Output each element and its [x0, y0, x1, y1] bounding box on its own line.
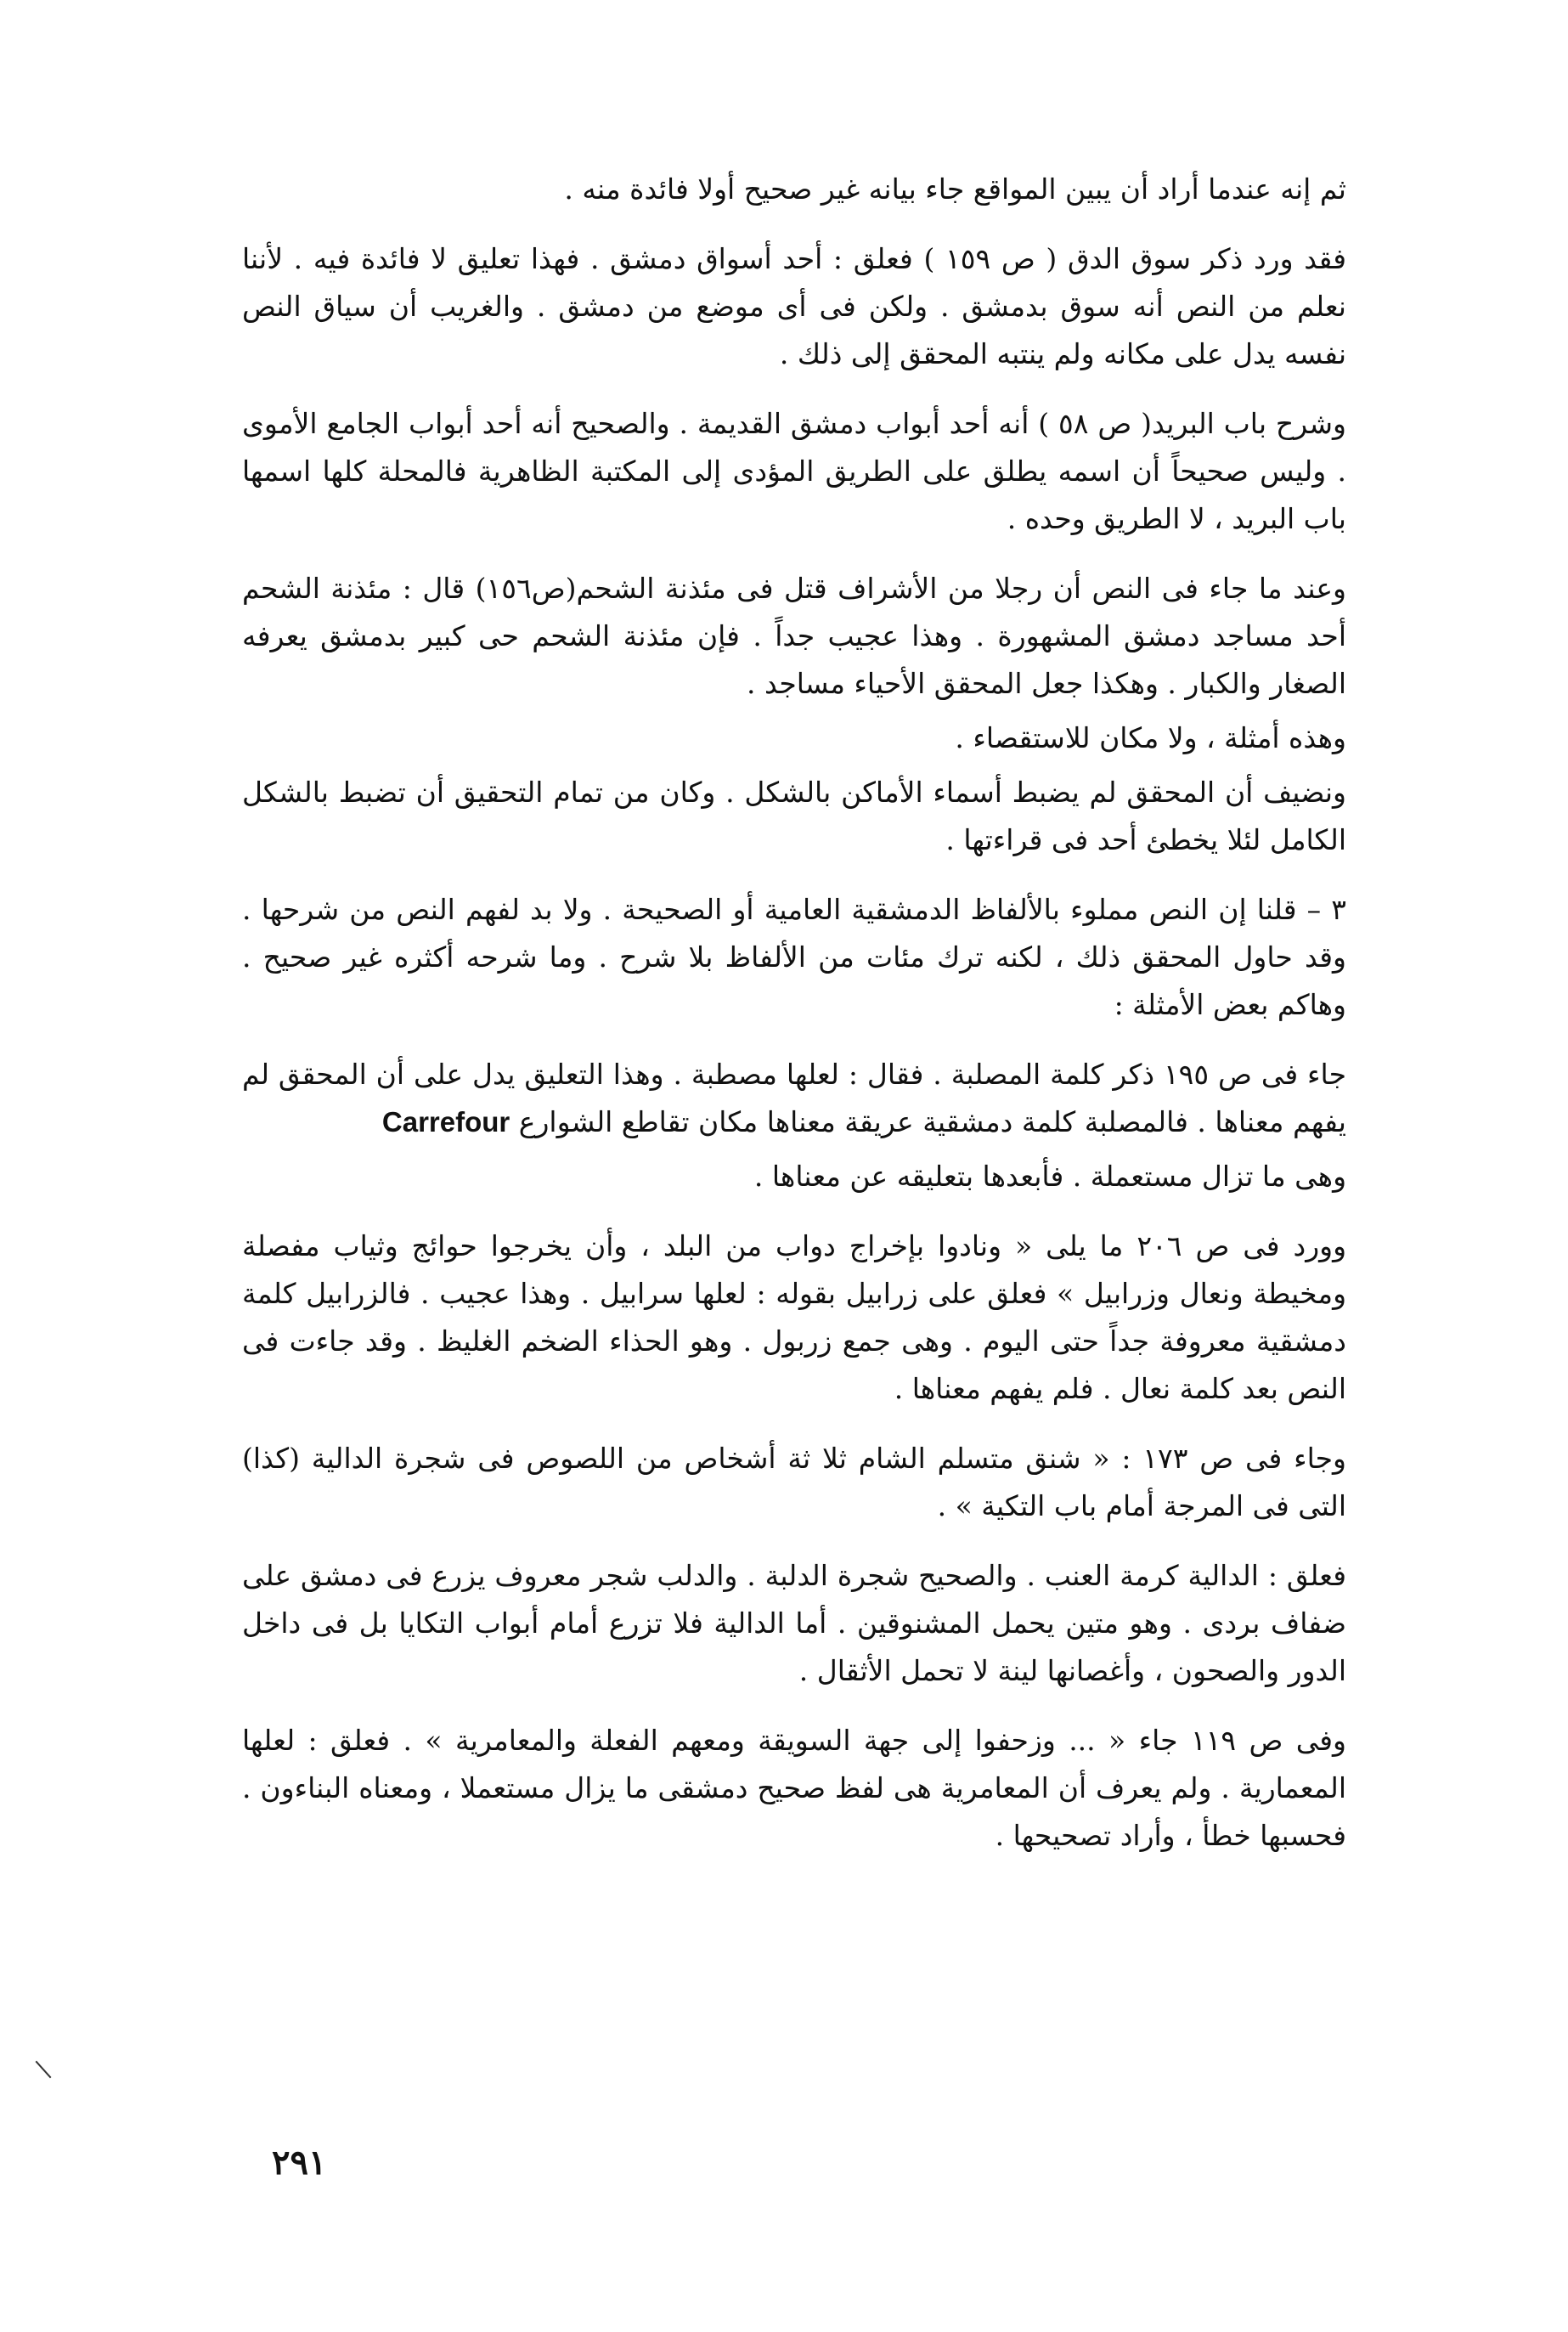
page-number: ٢٩١: [272, 2143, 327, 2182]
stray-mark: [36, 2061, 52, 2079]
paragraph-4: وعند ما جاء فى النص أن رجلا من الأشراف قتل فى مئذنة الشحم(ص١٥٦) قال : مئذنة الشحم أحد مساجد دمشق المشهورة . وهذا عجيب جداً . فإن مئذنة الشحم حى كبير بدمشق يعرفه الصغار والكبار . وهكذا جعل المحقق الأحياء مساجد .: [242, 572, 1346, 700]
paragraph-1: ثم إنه عندما أراد أن يبين المواقع جاء بيانه غير صحيح أولا فائدة منه .: [564, 172, 1346, 206]
paragraph-12: فعلق : الدالية كرمة العنب . والصحيح شجرة الدلبة . والدلب شجر معروف يزرع فى دمشق على ضفاف بردى . وهو متين يحمل المشنوقين . أما الدالية فلا تزرع أمام أبواب التكايا بل فى داخل الدور والصحون ، وأغصانها لينة لا تحمل الأثقال .: [242, 1559, 1346, 1687]
paragraph-9: وهى ما تزال مستعملة . فأبعدها بتعليقه عن معناها .: [753, 1160, 1346, 1193]
paragraph-7: ٣ – قلنا إن النص مملوء بالألفاظ الدمشقية العامية أو الصحيحة . ولا بد لفهم النص من شرحها . وقد حاول المحقق ذلك ، لكنه ترك مئات من الألفاظ بلا شرح . وما شرحه أكثره غير صحيح . وهاكم بعض الأمثلة :: [242, 893, 1346, 1021]
paragraph-2: فقد ورد ذكر سوق الدق ( ص ١٥٩ ) فعلق : أحد أسواق دمشق . فهذا تعليق لا فائدة فيه . لأننا نعلم من النص أنه سوق بدمشق . ولكن فى أى موضع من دمشق . والغريب أن سياق النص نفسه يدل على مكانه ولم ينتبه المحقق إلى ذلك .: [242, 242, 1346, 370]
latin-term: Carrefour: [381, 1106, 510, 1138]
paragraph-8-text: جاء فى ص ١٩٥ ذكر كلمة المصلبة . فقال : لعلها مصطبة . وهذا التعليق يدل على أن المحقق لم يفهم معناها . فالمصلبة كلمة دمشقية عريقة معناها مكان تقاطع الشوارع: [242, 1058, 1346, 1138]
paragraph-8: [242, 1051, 1346, 1146]
paragraph-10: وورد فى ص ٢٠٦ ما يلى « ونادوا بإخراج دواب من البلد ، وأن يخرجوا حوائج وثياب مفصلة ومخيطة ونعال وزرابيل » فعلق على زرابيل بقوله : لعلها سرابيل . وهذا عجيب . فالزرابيل كلمة دمشقية معروفة جداً حتى اليوم . وهى جمع زربول . وهو الحذاء الضخم الغليظ . وقد جاءت فى النص بعد كلمة نعال . فلم يفهم معناها .: [242, 1229, 1347, 1405]
paragraph-3: وشرح باب البريد( ص ٥٨ ) أنه أحد أبواب دمشق القديمة . والصحيح أنه أحد أبواب الجامع الأموى . وليس صحيحاً أن اسمه يطلق على الطريق المؤدى إلى المكتبة الظاهرية فالمحلة كلها اسمها باب البريد ، لا الطريق وحده .: [242, 407, 1346, 535]
paragraph-6: ونضيف أن المحقق لم يضبط أسماء الأماكن بالشكل . وكان من تمام التحقيق أن تضبط بالشكل الكامل لئلا يخطئ أحد فى قراءتها .: [242, 776, 1346, 856]
paragraph-5: وهذه أمثلة ، ولا مكان للاستقصاء .: [955, 721, 1346, 754]
paragraph-11: وجاء فى ص ١٧٣ : « شنق متسلم الشام ثلا ثة أشخاص من اللصوص فى شجرة الدالية (كذا) التى فى المرجة أمام باب التكية » .: [242, 1442, 1346, 1522]
paragraph-13: وفى ص ١١٩ جاء « ... وزحفوا إلى جهة السويقة ومعهم الفعلة والمعامرية » . فعلق : لعلها المعمارية . ولم يعرف أن المعامرية هى لفظ صحيح دمشقى ما يزال مستعملا ، ومعناه البناءون . فحسبها خطأ ، وأراد تصحيحها .: [242, 1724, 1346, 1852]
document-page: [242, 166, 1346, 1882]
